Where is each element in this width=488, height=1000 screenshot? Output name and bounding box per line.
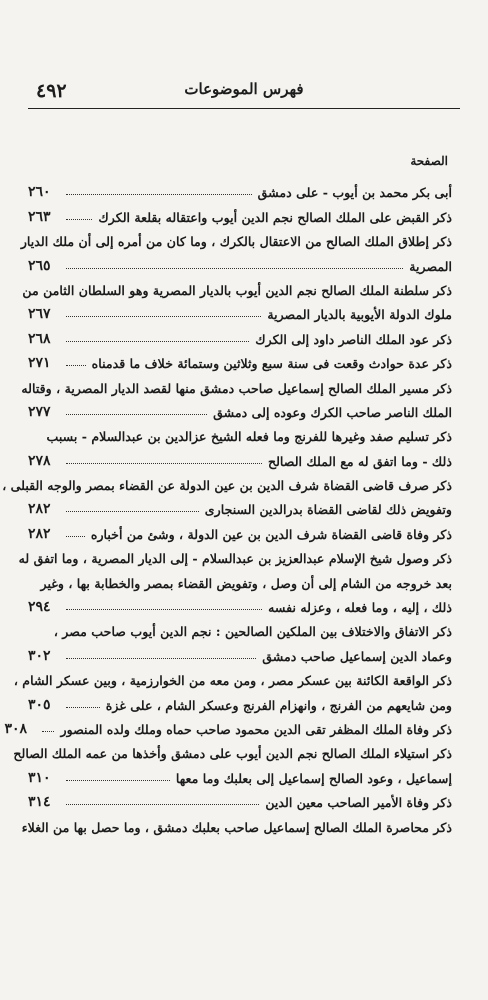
page-header	[28, 72, 460, 109]
leader-dots	[66, 780, 170, 781]
leader-dots	[66, 707, 100, 708]
entry-text: ذكر عدة حوادث وقعت فى سنة سبع وثلاثين وستمائة خلاف ما قدمناه	[91, 356, 452, 372]
index-line	[28, 615, 452, 639]
page-number: ٤٩٢	[36, 80, 67, 102]
entry-page-number: ٢٨٢	[28, 501, 51, 518]
entry-page-number: ٢٦٣	[28, 208, 51, 225]
entry-page-number: ٢٧٧	[28, 403, 51, 420]
entry-page-number: ٢٦٨	[28, 330, 51, 347]
leader-dots	[66, 316, 261, 317]
entry-text: ومن شايعهم من الفرنج ، وانهزام الفرنج وعسكر الشام ، على غزة	[105, 697, 452, 713]
leader-dots	[66, 463, 262, 464]
entry-page-number: ٢٦٥	[28, 257, 51, 274]
entry-text: ذكر وفاة الملك المظفر تقى الدين محمود صاحب حماه وملك ولده المنصور	[60, 721, 452, 737]
index-line	[28, 517, 452, 541]
index-line	[28, 420, 452, 444]
leader-dots	[66, 414, 207, 415]
entry-text: ذلك ، إليه ، وما فعله ، وعزله نفسه	[268, 600, 452, 616]
entry-text: ذكر مسير الملك الصالح إسماعيل صاحب دمشق منها لقصد الديار المصرية ، وقتاله	[21, 380, 452, 396]
entry-text: الملك الناصر صاحب الكرك وعوده إلى دمشق	[213, 404, 452, 420]
entry-text: ذكر محاصرة الملك الصالح إسماعيل صاحب بعلبك دمشق ، وما حصل بها من الغلاء	[21, 819, 452, 835]
leader-dots	[42, 731, 54, 732]
leader-dots	[66, 511, 199, 512]
entry-text: ذكر إطلاق الملك الصالح من الاعتقال بالكرك ، وما كان من أمره إلى أن ملك الديار	[20, 234, 452, 250]
entry-text: وتفويض ذلك لقاضى القضاة بدرالدين السنجارى	[204, 502, 452, 518]
entry-text: ذكر تسليم صفد وغيرها للفرنج وما فعله الشيخ عزالدين بن عبدالسلام - بسبب	[46, 429, 452, 445]
entry-text: أبى بكر محمد بن أيوب - على دمشق	[257, 185, 452, 201]
index-line	[2, 469, 452, 494]
index-line	[28, 688, 452, 712]
entry-text: ذكر صرف قاضى القضاة شرف الدين بن عين الدولة عن القضاء بمصر والوجه القبلى ،	[2, 478, 452, 494]
entry-page-number: ٢٨٢	[28, 525, 51, 542]
entry-text: بعد خروجه من الشام إلى أن وصل ، وتفويض القضاء بمصر والخطابة بها ، وغير	[40, 575, 452, 591]
index-line	[28, 298, 452, 322]
index-line	[20, 225, 452, 250]
entry-page-number: ٢٦٧	[28, 306, 51, 323]
index-line	[28, 176, 452, 200]
index-line	[28, 444, 452, 468]
entry-text: ذكر الواقعة الكائنة بين عسكر مصر ، ومن معه من الخوارزمية ، وبين عسكر الشام ،	[13, 673, 452, 689]
index-line	[18, 542, 452, 567]
entry-page-number: ٢٧٨	[28, 452, 51, 469]
leader-dots	[66, 609, 262, 610]
leader-dots	[66, 219, 92, 220]
index-line	[28, 786, 452, 810]
index-line	[28, 249, 452, 273]
index-line	[21, 810, 452, 835]
entry-text: وعماد الدين إسماعيل صاحب دمشق	[262, 648, 452, 664]
entry-text: ذكر القبض على الملك الصالح نجم الدين أيوب واعتقاله بقلعة الكرك	[98, 209, 452, 225]
entry-text: ذكر الاتفاق والاختلاف بين الملكين الصالحين : نجم الدين أيوب صاحب مصر ،	[53, 624, 452, 640]
entry-text: ذكر استيلاء الملك الصالح نجم الدين أيوب على دمشق وأخذها من عمه الملك الصالح	[13, 746, 452, 762]
entry-text: ذكر وصول شيخ الإسلام عبدالعزيز بن عبدالسلام - إلى الديار المصرية ، وما اتفق له	[18, 551, 452, 567]
index-line	[4, 713, 452, 737]
entry-text: ملوك الدولة الأيوبية بالديار المصرية	[267, 307, 452, 323]
entry-page-number: ٣١٤	[28, 794, 51, 811]
entry-text: ذلك - وما اتفق له مع الملك الصالح	[267, 453, 452, 469]
entry-text: المصرية	[409, 258, 452, 274]
leader-dots	[66, 658, 256, 659]
index-line	[28, 761, 452, 785]
entry-page-number: ٣٠٢	[28, 647, 51, 664]
index-line	[28, 591, 452, 615]
leader-dots	[66, 341, 249, 342]
index-line	[28, 493, 452, 517]
index-line	[22, 274, 452, 298]
entry-page-number: ٣١٠	[28, 769, 51, 786]
page-column-heading: الصفحة	[410, 154, 448, 168]
leader-dots	[66, 194, 252, 195]
entry-text: ذكر سلطنة الملك الصالح نجم الدين أيوب بالديار المصرية وهو السلطان الثامن من	[22, 282, 452, 298]
entry-text: ذكر وفاة الأمير الصاحب معين الدين	[265, 795, 452, 811]
entry-text: إسماعيل ، وعود الصالح إسماعيل إلى بعلبك وما معها	[175, 770, 452, 786]
leader-dots	[66, 804, 259, 805]
index-entries	[2, 176, 452, 835]
entry-page-number: ٢٧١	[28, 355, 51, 372]
index-line	[28, 322, 452, 346]
entry-page-number: ٣٠٥	[28, 696, 51, 713]
entry-page-number: ٢٩٤	[28, 599, 51, 616]
index-line	[28, 396, 452, 420]
running-title: فهرس الموضوعات	[184, 80, 304, 98]
leader-dots	[66, 536, 85, 537]
index-line	[28, 566, 452, 590]
index-line	[28, 347, 452, 371]
index-line	[21, 371, 452, 396]
leader-dots	[66, 268, 403, 269]
entry-text: ذكر عود الملك الناصر داود إلى الكرك	[255, 331, 452, 347]
index-line	[13, 737, 452, 762]
entry-page-number: ٢٦٠	[28, 184, 51, 201]
index-line	[13, 664, 452, 689]
leader-dots	[66, 365, 86, 366]
index-line	[28, 200, 452, 224]
entry-page-number: ٣٠٨	[4, 720, 28, 737]
index-line	[28, 639, 452, 663]
entry-text: ذكر وفاة قاضى القضاة شرف الدين بن عين الدولة ، وشئ من أخباره	[90, 526, 452, 542]
